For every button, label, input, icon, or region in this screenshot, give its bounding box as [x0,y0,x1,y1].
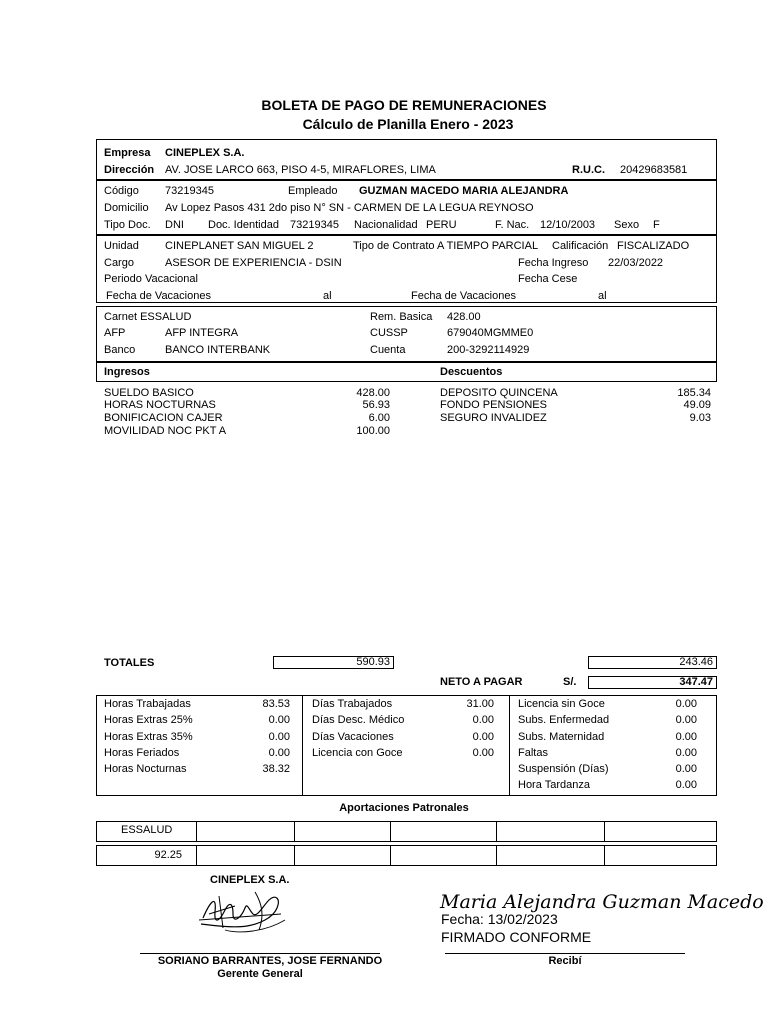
calificacion-value: FISCALIZADO [617,240,690,252]
leave-label: Subs. Maternidad [518,731,605,743]
codigo-value: 73219345 [165,185,214,197]
leave-value: 0.00 [675,731,697,743]
nacionalidad-value: PERU [426,219,457,231]
aport-cell [390,821,497,842]
days-value: 0.00 [472,731,494,743]
leave-label: Hora Tardanza [518,779,590,791]
periodo-vacacional-label: Periodo Vacacional [104,273,198,285]
ruc-label: R.U.C. [572,164,605,176]
document-subtitle: Cálculo de Planilla Enero - 2023 [302,116,514,132]
empresa-label: Empresa [104,147,151,159]
essalud-value: 92.25 [154,849,182,861]
cussp-value: 679040MGMME0 [447,327,534,339]
hours-value: 38.32 [262,763,290,775]
empresa-value: CINEPLEX S.A. [165,147,245,159]
hours-label: Horas Feriados [104,747,180,759]
fecha-vacaciones-label-1: Fecha de Vacaciones [106,290,211,302]
signature-confirmed: FIRMADO CONFORME [441,929,592,945]
hours-divider-1 [302,695,303,796]
leave-value: 0.00 [675,747,697,759]
al-label-1: al [323,290,332,302]
days-label: Días Desc. Médico [312,714,405,726]
fecha-cese-label: Fecha Cese [518,273,578,285]
banco-label: Banco [104,344,136,356]
descuento-amount: 185.34 [677,387,711,399]
ingreso-amount: 428.00 [356,387,390,399]
employer-signature-graphic [195,884,295,936]
days-value: 0.00 [472,747,494,759]
descuento-amount: 9.03 [689,412,711,424]
codigo-label: Código [104,185,139,197]
doc-identidad-label: Doc. Identidad [208,219,279,231]
leave-value: 0.00 [675,779,697,791]
fecha-vacaciones-label-2: Fecha de Vacaciones [411,290,516,302]
cargo-value: ASESOR DE EXPERIENCIA - DSIN [165,257,342,269]
days-value: 31.00 [466,698,494,710]
document-title: BOLETA DE PAGO DE REMUNERACIONES [261,97,547,113]
leave-value: 0.00 [675,714,697,726]
unidad-value: CINEPLANET SAN MIGUEL 2 [165,240,314,252]
domicilio-label: Domicilio [104,202,149,214]
employee-signature-line [445,953,685,954]
ingreso-amount: 100.00 [356,425,390,437]
sexo-value: F [653,219,660,231]
descuento-amount: 49.09 [683,399,711,411]
currency-label: S/. [563,676,577,688]
hours-label: Horas Extras 35% [104,731,193,743]
doc-identidad-value: 73219345 [290,219,339,231]
carnet-label: Carnet ESSALUD [104,311,192,323]
hours-divider-2 [509,695,510,796]
rem-basica-value: 428.00 [447,311,481,323]
descuento-concept: SEGURO INVALIDEZ [440,412,547,424]
company-signature-name: CINEPLEX S.A. [210,874,290,886]
leave-label: Licencia sin Goce [518,698,605,710]
ingreso-concept: MOVILIDAD NOC PKT A [104,425,227,437]
banco-value: BANCO INTERBANK [165,344,271,356]
hours-value: 83.53 [262,698,290,710]
ingreso-concept: BONIFICACION CAJER [104,412,223,424]
aport-cell [294,845,391,866]
employer-signature-line [140,953,380,954]
cussp-label: CUSSP [370,327,408,339]
leave-label: Subs. Enfermedad [518,714,610,726]
hours-label: Horas Nocturnas [104,763,187,775]
cuenta-value: 200-3292114929 [447,344,530,356]
totales-label: TOTALES [104,657,155,669]
afp-value: AFP INTEGRA [165,327,239,339]
domicilio-value: Av Lopez Pasos 431 2do piso N° SN - CARMEN DE LA LEGUA REYNOSO [165,202,534,214]
aport-cell [496,821,605,842]
aportaciones-title: Aportaciones Patronales [339,802,469,814]
aport-cell [496,845,605,866]
descuento-concept: DEPOSITO QUINCENA [440,387,558,399]
neto-label: NETO A PAGAR [440,676,523,688]
aport-cell [196,845,295,866]
total-ingresos-value: 590.93 [273,656,394,669]
hours-label: Horas Trabajadas [104,698,191,710]
ingreso-amount: 6.00 [368,412,390,424]
f-nac-value: 12/10/2003 [540,219,596,231]
rem-basica-label: Rem. Basica [370,311,433,323]
empleado-value: GUZMAN MACEDO MARIA ALEJANDRA [359,185,569,197]
hours-value: 0.00 [268,747,290,759]
unidad-label: Unidad [104,240,139,252]
employer-name: SORIANO BARRANTES, JOSE FERNANDO [157,955,383,967]
aport-cell [604,821,717,842]
ruc-value: 20429683581 [620,164,688,176]
employee-signature: Maria Alejandra Guzman Macedo [440,891,764,913]
aport-cell [604,845,717,866]
calificacion-label: Calificación [552,240,609,252]
signature-date: Fecha: 13/02/2023 [441,911,558,927]
tipo-contrato-value: A TIEMPO PARCIAL [437,240,539,252]
neto-value: 347.47 [588,676,717,689]
nacionalidad-label: Nacionalidad [354,219,418,231]
hours-label: Horas Extras 25% [104,714,193,726]
days-label: Días Trabajados [312,698,393,710]
fecha-ingreso-label: Fecha Ingreso [518,257,589,269]
recibi-label: Recibí [548,955,582,967]
days-label: Licencia con Goce [312,747,403,759]
afp-label: AFP [104,327,126,339]
fecha-ingreso-value: 22/03/2022 [608,257,664,269]
days-label: Días Vacaciones [312,731,394,743]
f-nac-label: F. Nac. [495,219,530,231]
ingresos-header: Ingresos [104,366,150,378]
hours-value: 0.00 [268,731,290,743]
leave-value: 0.00 [675,763,697,775]
hours-value: 0.00 [268,714,290,726]
direccion-label: Dirección [104,164,155,176]
cargo-label: Cargo [104,257,134,269]
leave-label: Faltas [518,747,548,759]
days-value: 0.00 [472,714,494,726]
employer-title: Gerente General [217,968,303,980]
empleado-label: Empleado [288,185,338,197]
descuento-concept: FONDO PENSIONES [440,399,547,411]
direccion-value: AV. JOSE LARCO 663, PISO 4-5, MIRAFLORES, LIMA [165,164,436,176]
tipo-doc-value: DNI [165,219,184,231]
al-label-2: al [598,290,607,302]
aport-cell [390,845,497,866]
ingreso-concept: SUELDO BASICO [104,387,194,399]
aport-cell [196,821,295,842]
total-descuentos-value: 243.46 [588,656,717,669]
essalud-label: ESSALUD [121,824,173,836]
tipo-contrato-label: Tipo de Contrato [353,240,435,252]
sexo-label: Sexo [614,219,640,231]
aport-cell [294,821,391,842]
tipo-doc-label: Tipo Doc. [104,219,151,231]
leave-label: Suspensión (Días) [518,763,609,775]
descuentos-header: Descuentos [440,366,503,378]
ingreso-concept: HORAS NOCTURNAS [104,399,216,411]
concepts-header [96,362,717,382]
leave-value: 0.00 [675,698,697,710]
ingreso-amount: 56.93 [362,399,390,411]
cuenta-label: Cuenta [370,344,406,356]
